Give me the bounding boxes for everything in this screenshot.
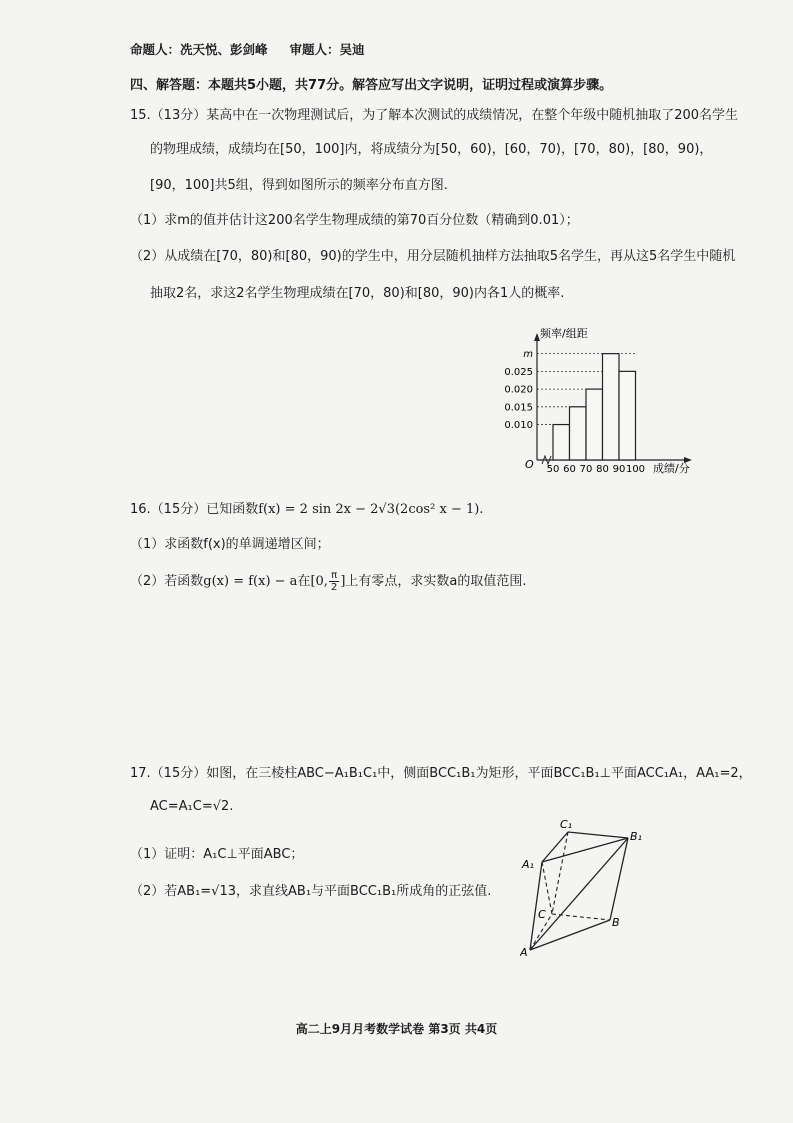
q16-part2-formula: g(x) = f(x) − a xyxy=(203,574,298,589)
q16-formula: f(x) = 2 sin 2x − 2√3(2cos² x − 1). xyxy=(258,502,484,517)
histogram-bar xyxy=(586,389,603,460)
y-axis-label: 频率/组距 xyxy=(540,327,588,340)
x-tick-label: 80 xyxy=(596,464,609,475)
exam-setters xyxy=(130,40,365,58)
y-tick-label: 0.020 xyxy=(504,384,533,396)
q16-part2-mid: 在 xyxy=(297,574,311,589)
q16-interval-right: ] xyxy=(340,574,346,589)
q15-line2: 的物理成绩，成绩均在[50，100]内，将成绩分为[50，60)，[60，70)，[70，80)，[80，90)， xyxy=(150,142,713,157)
q16-stem-prefix: 16.（15分）已知函数 xyxy=(130,502,259,517)
q16-frac-num: π xyxy=(329,570,339,582)
edge-a1-a xyxy=(530,862,542,950)
label-b1: B₁ xyxy=(630,830,642,843)
q16-frac-den: 2 xyxy=(330,582,338,593)
x-tick-label: 70 xyxy=(579,464,593,475)
x-tick-label: 50 xyxy=(546,464,560,475)
section-title: 四、解答题：本题共5小题，共77分。解答应写出文字说明，证明过程或演算步骤。 xyxy=(130,78,613,93)
prism-figure xyxy=(520,810,660,960)
edge-a-b xyxy=(530,920,610,950)
origin-label: O xyxy=(525,458,534,471)
q15-part2-line2: 抽取2名，求这2名学生物理成绩在[70，80)和[80，90)内各1人的概率. xyxy=(150,286,565,301)
edge-a1-c1 xyxy=(542,832,568,862)
q16-part2-suffix: 上有零点，求实数a的取值范围. xyxy=(345,574,527,589)
q16-stem xyxy=(130,498,483,517)
q16-part2 xyxy=(130,570,527,593)
edge-a1-b1 xyxy=(542,838,628,862)
edge-c1-b1 xyxy=(568,832,628,838)
reviewer-text: 审题人：吴迪 xyxy=(289,42,365,57)
edge-a1-c xyxy=(542,862,552,914)
label-c: C xyxy=(538,908,546,921)
q17-part1: （1）证明：A₁C⊥平面ABC； xyxy=(130,847,304,862)
label-c1: C₁ xyxy=(560,818,573,831)
edge-b1-b xyxy=(610,838,628,920)
page-footer: 高二上9月月考数学试卷 第3页 共4页 xyxy=(295,1022,498,1036)
label-a1: A₁ xyxy=(522,858,534,871)
q17-line2: AC=A₁C=√2. xyxy=(150,799,234,814)
edge-c1-c xyxy=(552,832,568,914)
y-tick-label: m xyxy=(523,349,533,361)
histogram-bar xyxy=(570,407,587,460)
histogram-bar xyxy=(619,371,636,460)
q17-line1: 17.（15分）如图，在三棱柱ABC−A₁B₁C₁中，侧面BCC₁B₁为矩形，平面BCC₁B₁⊥平面ACC₁A₁，AA₁=2， xyxy=(130,766,752,781)
x-tick-label: 100 xyxy=(625,464,646,475)
q16-interval-left: [0, xyxy=(310,574,328,589)
y-tick-label: 0.015 xyxy=(504,402,533,414)
x-tick-label: 90 xyxy=(612,464,626,475)
label-a: A xyxy=(520,946,528,959)
label-b: B xyxy=(612,916,620,929)
q16-fraction xyxy=(329,570,339,593)
axis-break xyxy=(542,456,551,464)
x-axis-label: 成绩/分 xyxy=(653,462,690,475)
histogram-bar xyxy=(553,425,570,460)
q15-part2-line1: （2）从成绩在[70，80)和[80，90)的学生中，用分层随机抽样方法抽取5名学生，再从这5名学生中随机 xyxy=(130,249,736,264)
edge-a-b1 xyxy=(530,838,628,950)
q15-part1: （1）求m的值并估计这200名学生物理成绩的第70百分位数（精确到0.01）； xyxy=(130,213,579,228)
q15-line3: [90，100]共5组，得到如图所示的频率分布直方图. xyxy=(150,178,448,193)
frequency-histogram xyxy=(490,325,705,475)
y-tick-label: 0.010 xyxy=(504,420,533,432)
y-tick-label: 0.025 xyxy=(504,366,533,378)
q17-part2: （2）若AB₁=√13，求直线AB₁与平面BCC₁B₁所成角的正弦值. xyxy=(130,884,492,899)
q16-part1: （1）求函数f(x)的单调递增区间； xyxy=(130,537,330,552)
histogram-bar xyxy=(603,354,620,460)
q15-line1: 15.（13分）某高中在一次物理测试后，为了解本次测试的成绩情况，在整个年级中随机抽取了200名学生 xyxy=(130,108,739,123)
setters-text: 命题人：冼天悦、彭剑峰 xyxy=(130,42,268,57)
x-tick-label: 60 xyxy=(563,464,576,475)
q16-part2-prefix: （2）若函数 xyxy=(130,574,204,589)
